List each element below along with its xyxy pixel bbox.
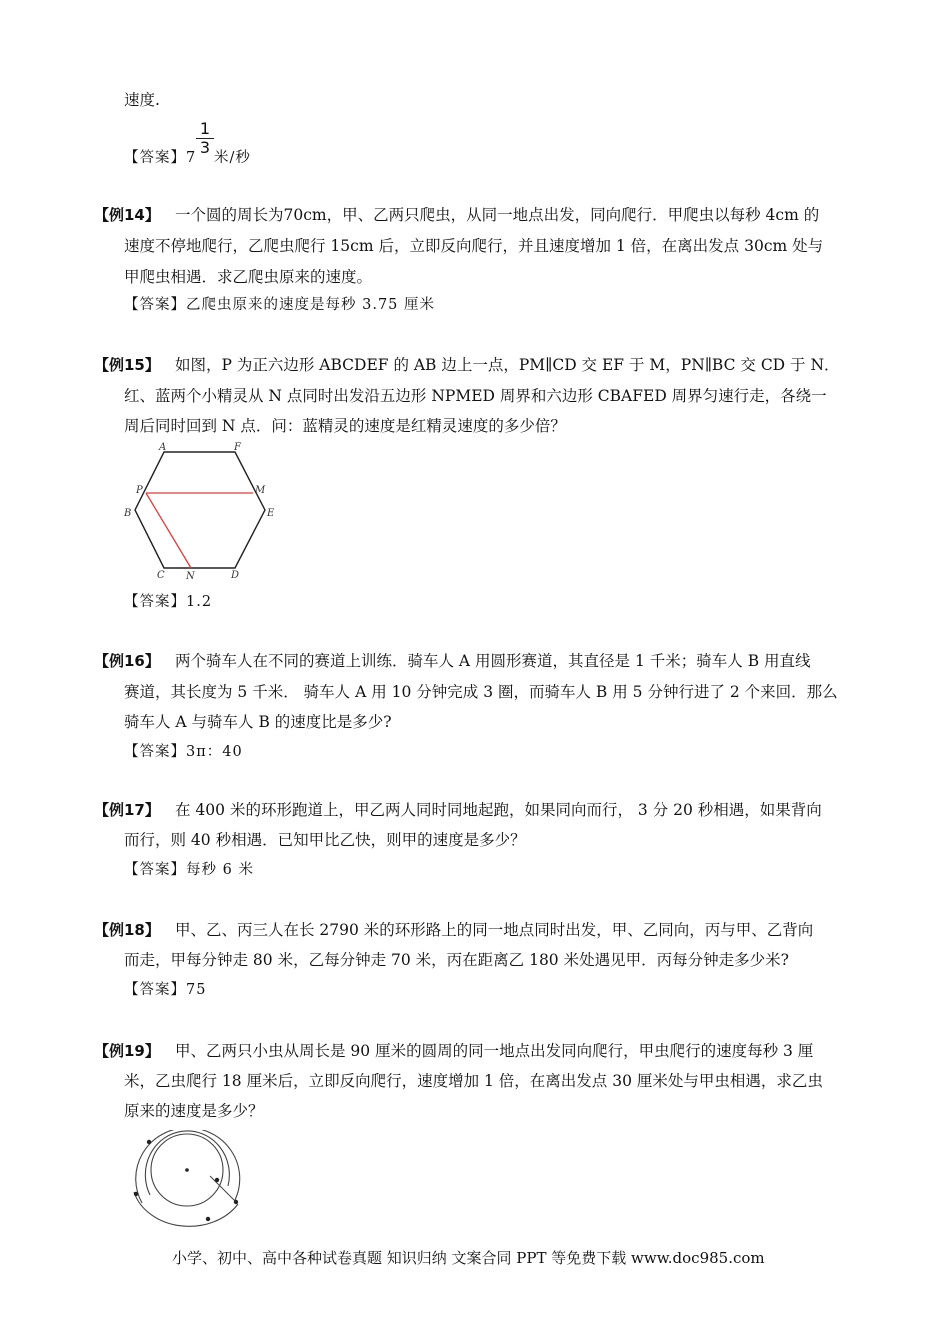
label-a: A [159,442,167,453]
example-14-label: 【例14】 [94,206,160,224]
example-14-answer: 【答案】乙爬虫原来的速度是每秒 3.75 厘米 [124,297,436,313]
example-16-line-3: 骑车人 A 与骑车人 B 的速度比是多少? [124,713,392,731]
hexagon-figure [118,442,288,582]
example-19-line-1: 甲、乙两只小虫从周长是 90 厘米的圆周的同一地点出发同向爬行，甲虫爬行的速度每秒 3 厘 [175,1042,814,1060]
label-p: P [136,485,143,496]
track-point [147,1140,151,1144]
example-14-line-3: 甲爬虫相遇．求乙爬虫原来的速度。 [124,268,373,286]
example-15-line-3: 周后同时回到 N 点．问：蓝精灵的速度是红精灵速度的多少倍？ [124,417,566,435]
label-f: F [234,442,241,453]
label-c: C [157,570,165,581]
fraction-denominator: 3 [196,138,214,157]
bottom-arc [134,1192,238,1226]
page-footer: 小学、初中、高中各种试卷真题 知识归纳 文案合同 PPT 等免费下载 www.doc985.com [172,1249,765,1267]
hexagon-outline [135,452,265,568]
example-19-line-2: 米，乙虫爬行 18 厘米后，立即反向爬行，速度增加 1 倍，在离出发点 30 厘米处与甲虫相遇，求乙虫 [124,1072,823,1090]
example-16-label: 【例16】 [94,652,160,670]
answer-prefix: 【答案】7 [124,150,197,166]
label-b: B [124,508,132,519]
example-16-line-2: 赛道，其长度为 5 千米． 骑车人 A 用 10 分钟完成 3 圈，而骑车人 B 用 5 分钟行进了 2 个来回．那么 [124,683,838,701]
example-15-answer: 【答案】1.2 [124,594,213,610]
start-marker-line [210,1176,236,1202]
track-point [234,1200,238,1204]
example-17-label: 【例17】 [94,801,160,819]
example-19-line-3: 原来的速度是多少？ [124,1102,264,1120]
pn-line [146,493,191,568]
label-e: E [267,508,275,519]
example-17-answer: 【答案】每秒 6 米 [124,862,254,878]
track-point [206,1217,210,1221]
example-19-label: 【例19】 [94,1042,160,1060]
example-14-line-1: 一个圆的周长为70cm，甲、乙两只爬虫，从同一地点出发，同向爬行．甲爬虫以每秒 4cm 的 [175,206,820,224]
center-dot [185,1168,189,1172]
example-18-answer: 【答案】75 [124,982,207,998]
fraction-numerator: 1 [199,119,211,138]
middle-arc [145,1131,229,1195]
example-16-answer: 【答案】3π：40 [124,744,243,760]
answer-unit: 米/秒 [214,150,251,166]
track-point [134,1192,138,1196]
answer-fraction [196,120,214,157]
example-15-line-1: 如图，P 为正六边形 ABCDEF 的 AB 边上一点，PM∥CD 交 EF 于 M，PN∥BC 交 CD 于 N． [175,356,840,374]
example-17-line-1: 在 400 米的环形跑道上，甲乙两人同时同地起跑，如果同向而行， 3 分 20 秒相遇，如果背向 [175,801,822,819]
label-n: N [186,571,195,582]
label-m: M [255,485,266,496]
example-18-line-1: 甲、乙、丙三人在长 2790 米的环形路上的同一地点同时出发，甲、乙同向，丙与甲、乙背向 [175,921,814,939]
example-14-line-2: 速度不停地爬行，乙爬虫爬行 15cm 后，立即反向爬行，并且速度增加 1 倍，在离出发点 30cm 处与 [124,237,824,255]
example-15-label: 【例15】 [94,356,160,374]
label-d: D [231,570,240,581]
example-16-line-1: 两个骑车人在不同的赛道上训练．骑车人 A 用圆形赛道，其直径是 1 千米；骑车人 B 用直线 [175,652,811,670]
example-18-label: 【例18】 [94,921,160,939]
track-point [215,1178,219,1182]
example-17-line-2: 而行，则 40 秒相遇．已知甲比乙快，则甲的速度是多少？ [124,831,526,849]
example-15-line-2: 红、蓝两个小精灵从 N 点同时出发沿五边形 NPMED 周界和六边形 CBAFED 周界匀速行走，各绕一 [124,387,827,405]
continued-text: 速度. [124,91,160,109]
circle-track-figure [124,1130,249,1230]
example-18-line-2: 而走，甲每分钟走 80 米，乙每分钟走 70 米，丙在距离乙 180 米处遇见甲．丙每分钟走多少米? [124,951,789,969]
